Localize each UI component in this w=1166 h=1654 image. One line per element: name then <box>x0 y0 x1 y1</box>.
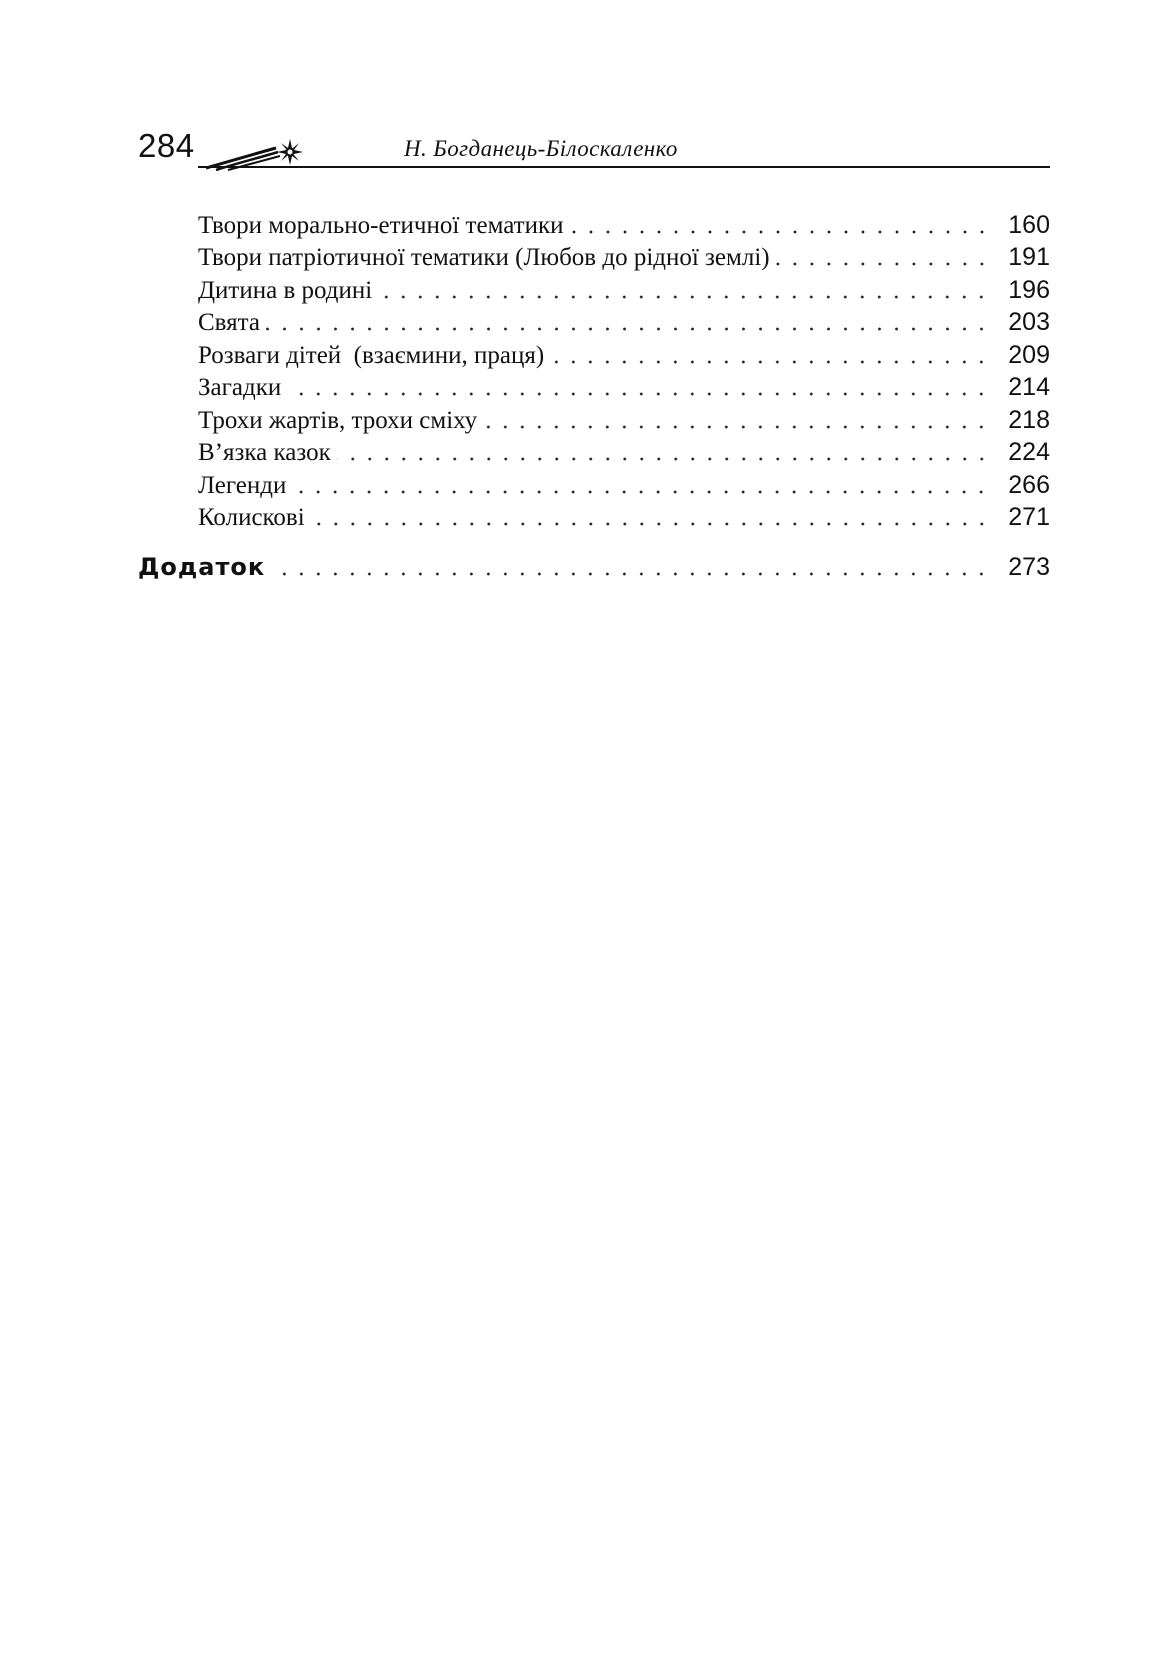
toc-entry[interactable] <box>198 273 1050 307</box>
toc-entry[interactable] <box>198 240 1050 274</box>
toc-entry[interactable] <box>198 500 1050 534</box>
dot-leader <box>311 522 990 526</box>
toc-entry[interactable] <box>198 435 1050 469</box>
toc-entry-page: 196 <box>1008 276 1050 304</box>
toc-entry-title: Дитина в родині <box>198 277 373 304</box>
toc-entry[interactable] <box>198 370 1050 404</box>
toc-entry-page: 160 <box>1008 211 1050 239</box>
toc-entry-page: 266 <box>1008 471 1050 499</box>
toc-entry[interactable] <box>198 468 1050 502</box>
toc-entry[interactable] <box>198 305 1050 339</box>
dot-leader <box>378 295 990 299</box>
toc-entry[interactable] <box>198 338 1050 372</box>
toc-entry-page: 203 <box>1008 308 1050 336</box>
toc-entry-title: В’язка казок <box>198 439 331 466</box>
running-header <box>138 128 1050 172</box>
dot-leader <box>287 392 990 396</box>
dot-leader <box>570 230 990 234</box>
toc-entry-title: Твори патріотичної тематики (Любов до рідної землі) <box>198 244 770 271</box>
toc-entry-title: Колискові <box>198 504 305 531</box>
toc-entry-title: Трохи жартів, трохи сміху <box>198 407 478 434</box>
dot-leader <box>292 490 990 494</box>
toc-appendix-title: Додаток <box>138 553 266 581</box>
toc-entry-page: 224 <box>1008 438 1050 466</box>
dot-leader <box>483 425 990 429</box>
page-number: 284 <box>138 127 195 164</box>
toc-entry[interactable] <box>198 403 1050 437</box>
toc-entry-title: Розваги дітей (взаємини, праця) <box>198 342 545 369</box>
toc-entry-title: Загадки <box>198 374 282 401</box>
toc-entry-page: 271 <box>1008 503 1050 531</box>
toc-entry[interactable] <box>198 208 1050 242</box>
dot-leader <box>266 327 990 331</box>
running-title: Н. Богданець-Білоскаленко <box>404 136 678 161</box>
toc-entry-page: 214 <box>1008 373 1050 401</box>
dot-leader <box>337 457 990 461</box>
toc-entry-page: 209 <box>1008 341 1050 369</box>
header-rule <box>198 166 1050 168</box>
toc-entry-appendix[interactable] <box>138 550 1050 584</box>
toc-entry-title: Легенди <box>198 472 287 499</box>
toc-appendix-page: 273 <box>1008 553 1050 581</box>
dot-leader <box>550 360 990 364</box>
toc-entry-page: 218 <box>1008 406 1050 434</box>
toc-entry-title: Твори морально-етичної тематики <box>198 212 564 239</box>
dot-leader <box>271 572 990 576</box>
toc-entry-page: 191 <box>1008 243 1050 271</box>
toc-entry-title: Свята <box>198 309 260 336</box>
dot-leader <box>776 262 990 266</box>
